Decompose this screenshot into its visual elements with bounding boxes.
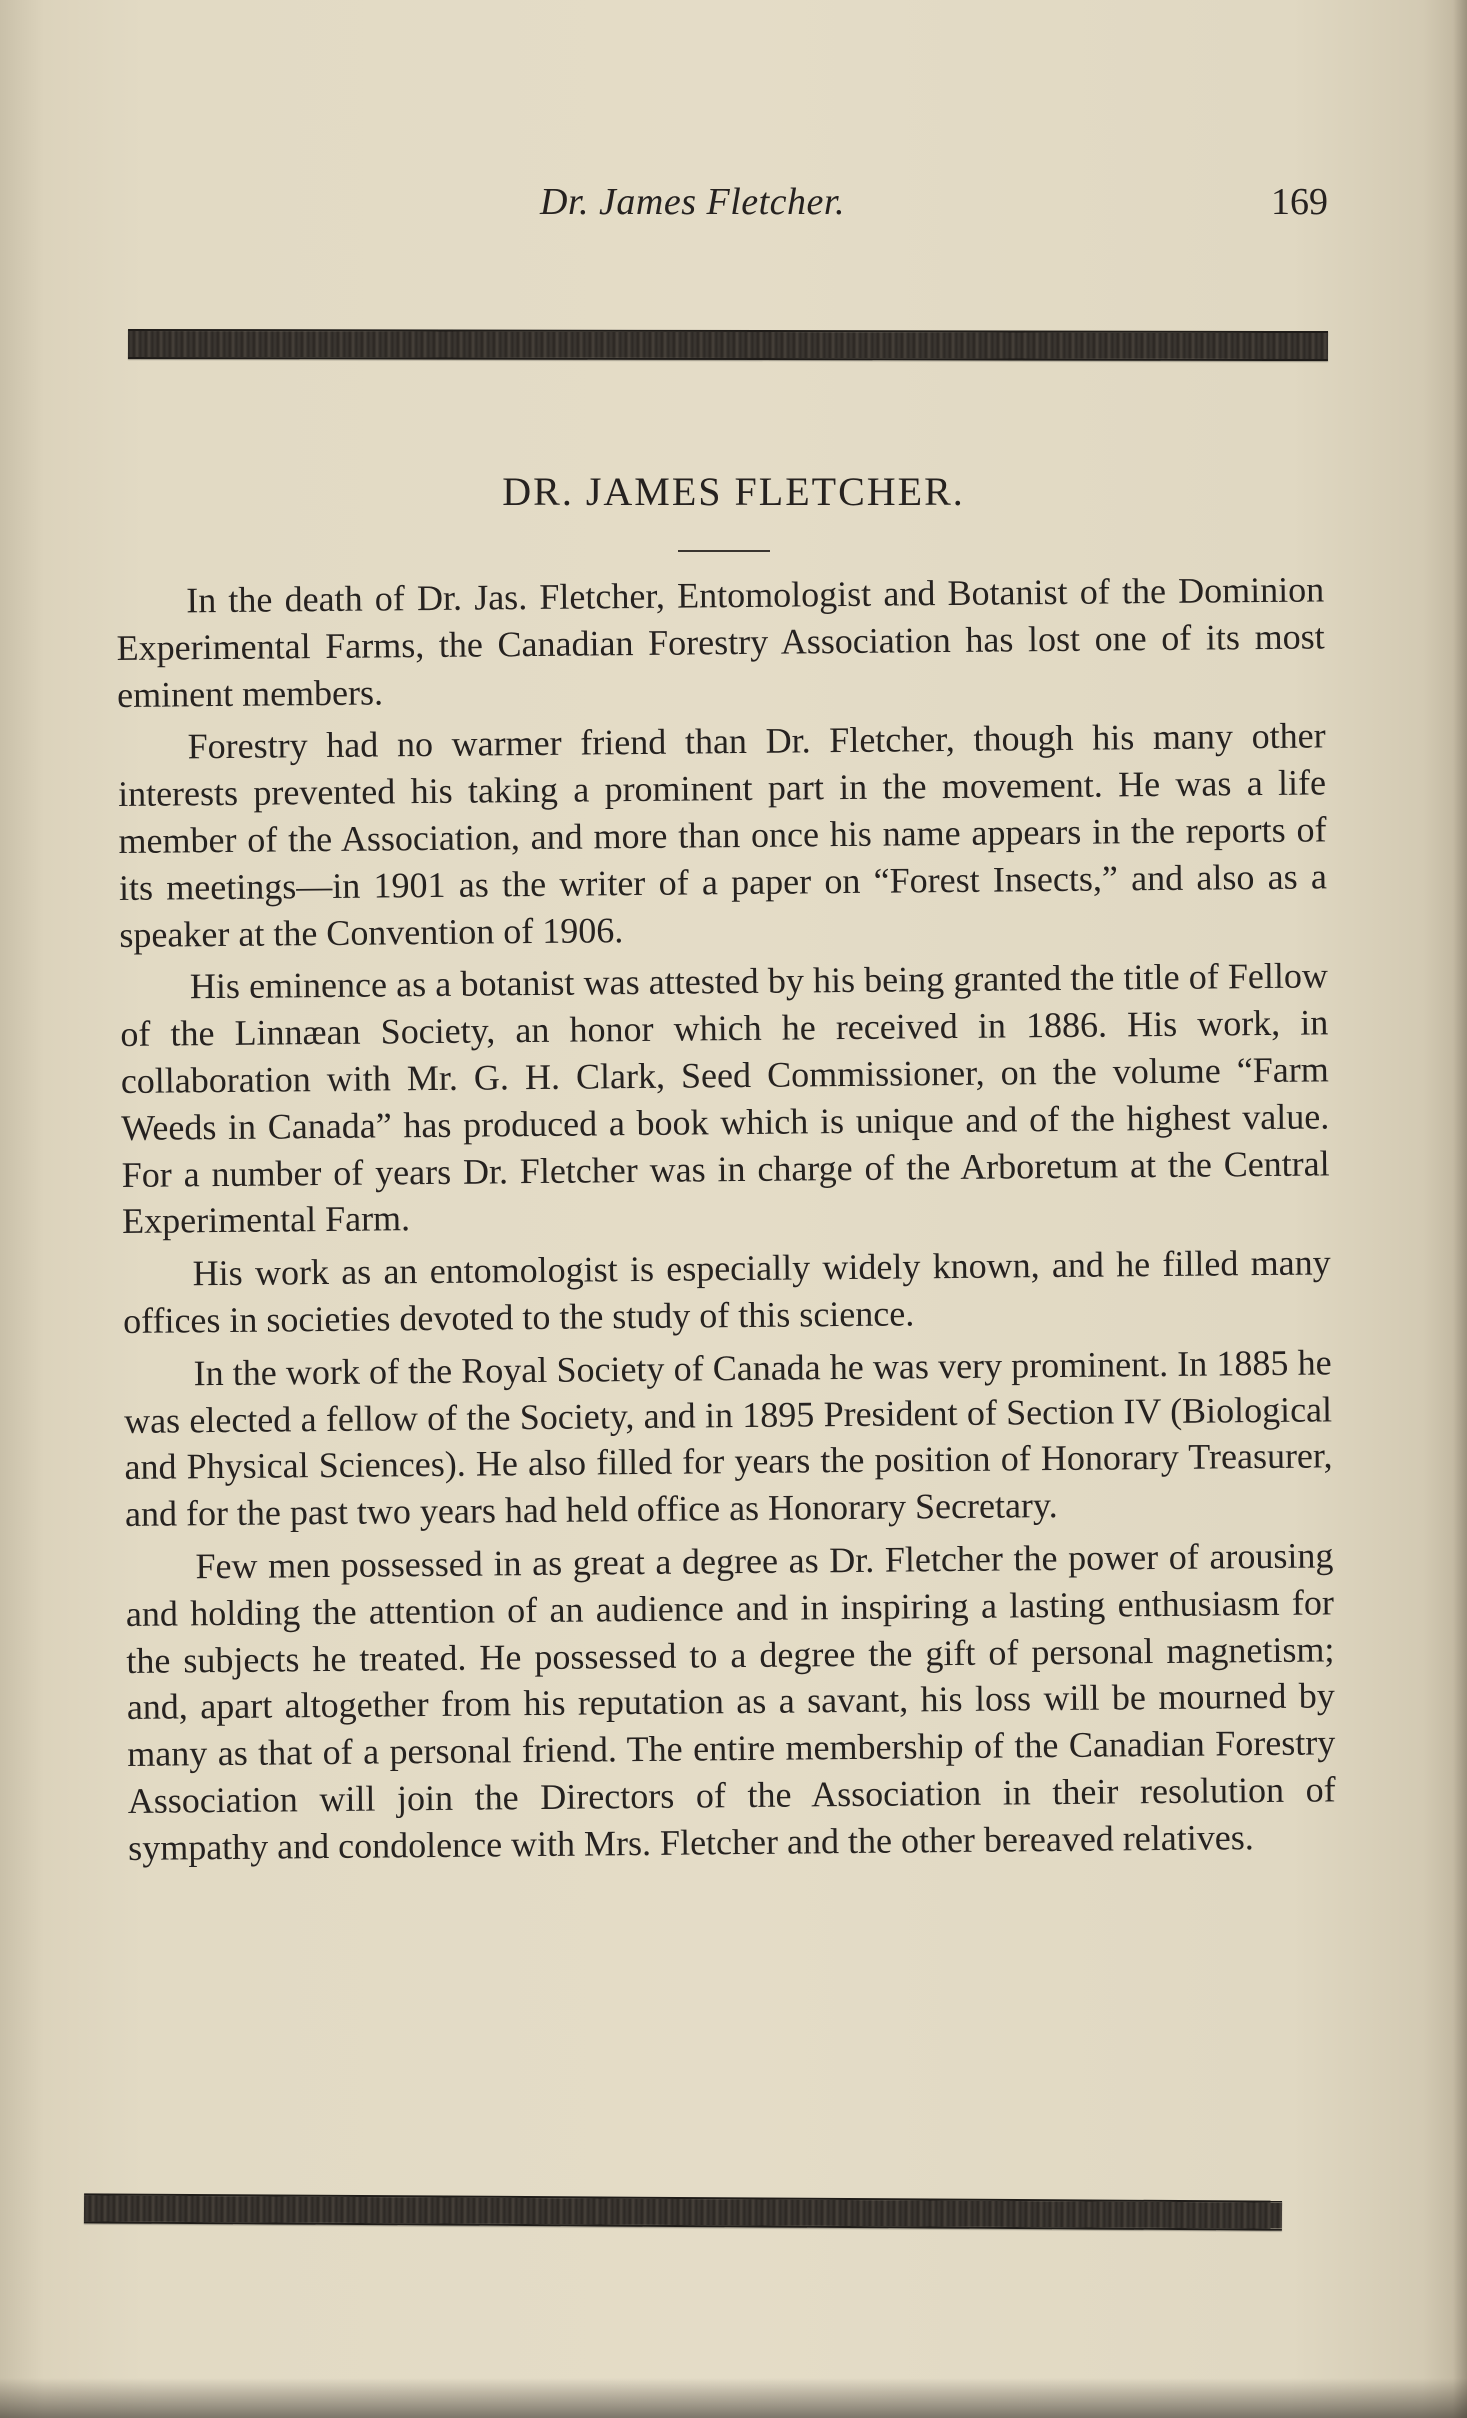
paragraph-2: Forestry had no warmer friend than Dr. Fletcher, though his many other interests prevented his taking a prominent part in the movement. He was a life member of the Association, and more than once his name appears in the reports of its meetings—in 1901 as the writer of a paper on “Forest Insects,” and also as a speaker at the Convention of 1906. — [117, 715, 1328, 955]
bottom-ornamental-rule — [84, 2193, 1282, 2230]
article-body — [116, 566, 1336, 1877]
paragraph-3: His eminence as a botanist was attested by his being granted the title of Fellow of the Linnæan Society, an honor which he received in 1886. His work, in collaboration with Mr. G. H. Clark, Seed Commissioner, on the volume “Farm Weeds in Canada” has produced a book which is unique and of the highest value. For a number of years Dr. Fletcher was in charge of the Arboretum at the Central Experimental Farm. — [120, 955, 1330, 1242]
running-head — [540, 180, 1340, 234]
running-head-title: Dr. James Fletcher. — [540, 181, 845, 223]
paragraph-4: His work as an entomologist is especially widely known, and he filled many offices in societies devoted to the study of this science. — [122, 1242, 1331, 1341]
article-title: DR. JAMES FLETCHER. — [502, 469, 965, 514]
paragraph-1: In the death of Dr. Jas. Fletcher, Entomologist and Botanist of the Dominion Experimental Farms, the Canadian Forestry Association has lost one of its most eminent members. — [116, 569, 1325, 715]
paragraph-5: In the work of the Royal Society of Canada he was very prominent. In 1885 he was elected a fellow of the Society, and in 1895 President of Section IV (Biological and Physical Sciences). He also filled for years the position of Honorary Treasurer, and for the past two years had held office as Honorary Secretary. — [123, 1342, 1333, 1535]
page-bottom-shadow — [0, 2378, 1467, 2418]
page-edge-shading — [1453, 0, 1467, 2418]
page-number: 169 — [1271, 181, 1328, 223]
title-underline-rule — [678, 550, 770, 552]
paragraph-6: Few men possessed in as great a degree as Dr. Fletcher the power of arousing and holding the attention of an audience and in inspiring a lasting enthusiasm for the subjects he treated. He possessed to a degree the gift of personal magnetism; and, apart altogether from his reputation as a savant, his loss will be mourned by many as that of a personal friend. The entire membership of the Canadian Forestry Association will join the Directors of the Association in their resolution of sympathy and condolence with Mrs. Fletcher and the other bereaved relatives. — [125, 1535, 1336, 1868]
top-ornamental-rule — [128, 329, 1328, 361]
